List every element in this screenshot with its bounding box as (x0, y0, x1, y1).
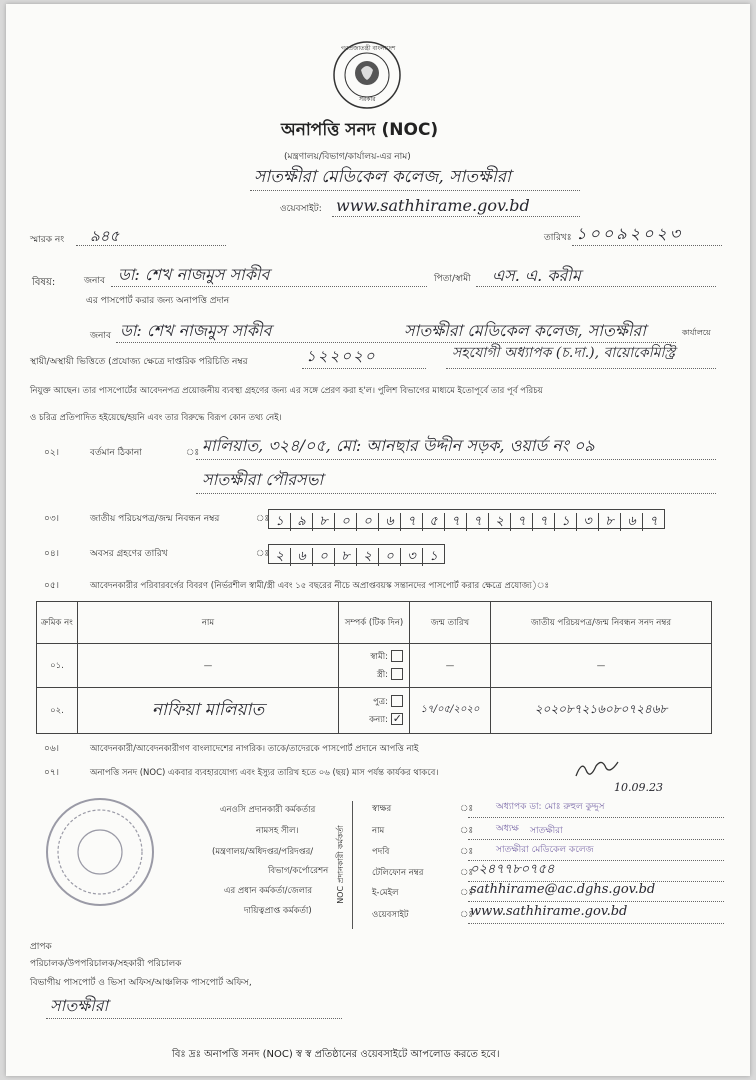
authority-left-line-3: (মন্ত্রণালয়/অধিদপ্তর/পরিদপ্তর/ (212, 847, 314, 857)
row1-nid: — (491, 644, 712, 688)
family-table (36, 601, 712, 734)
row1-check1[interactable] (391, 650, 403, 662)
date-value: ১০০৯২০২৩ (576, 224, 684, 243)
row1-dob: — (410, 644, 491, 688)
address-line2: সাতক্ষীরা পৌরসভা (202, 470, 324, 489)
signature-date: 10.09.23 (614, 781, 663, 794)
body-salutation: জনাব (90, 331, 112, 341)
memo-label: স্মারক নং (30, 235, 65, 245)
row1-rel2: স্ত্রী: (376, 669, 388, 680)
authority-field-value-5: sathhirame@ac.dghs.gov.bd (470, 882, 656, 897)
nid-digit-17: ৬ (621, 513, 643, 531)
retirement-digit-1: ২ (269, 548, 291, 566)
body-id-value: ১২২০২০ (306, 347, 377, 365)
authority-left-line-2: নামসহ সীল। (256, 826, 299, 836)
row2-name: নাফিয়া মালিয়াত (78, 688, 339, 734)
nid-digit-3: ৮ (313, 513, 335, 531)
item-04-label: অবসর গ্রহণের তারিখ (90, 549, 168, 559)
nid-digit-13: ৭ (533, 513, 555, 531)
body-office-suffix: কার্যালয়ে (682, 328, 711, 337)
retirement-date-boxes (268, 544, 445, 564)
subject-name: ডা: শেখ নাজমুস সাকীব (118, 265, 270, 284)
recipient-line2: বিভাগীয় পাসপোর্ট ও ভিসা অফিস/আঞ্চলিক পাসপোর্ট অফিস, (30, 978, 252, 988)
authority-field-label-6: ওয়েবসাইট (372, 910, 409, 920)
subtitle: (মন্ত্রণালয়/বিভাগ/কার্যালয়-এর নাম) (284, 152, 411, 162)
row2-nid: ২০২০৮৭২১৬০৮০৭২৪৬৮ (491, 688, 712, 734)
row2-dob: ১৭/০৫/২০২০ (410, 688, 491, 734)
recipient-city: সাতক্ষীরা (50, 996, 109, 1015)
th-serial: ক্রমিক নং (37, 602, 78, 644)
nid-digit-1: ১ (269, 513, 291, 531)
row1-rel1: স্বামী: (370, 651, 388, 662)
nid-digit-2: ৯ (291, 513, 313, 531)
item-07-num: ০৭। (44, 768, 59, 778)
authority-field-label-3: পদবি (372, 847, 390, 857)
nid-digit-4: ০ (335, 513, 357, 531)
row1-check2[interactable] (391, 668, 403, 680)
retirement-digit-8: ১ (429, 549, 438, 564)
signature-icon (572, 758, 632, 782)
retirement-digit-6: ০ (379, 548, 401, 566)
subject-purpose: এর পাসপোর্ট করার জন্য অনাপত্তি প্রদান (86, 296, 230, 306)
recipient-label: প্রাপক (30, 942, 52, 952)
memo-value: ৯৪৫ (90, 227, 120, 245)
nid-digit-5: ০ (357, 513, 379, 531)
body-id-prefix: স্থায়ী/অস্থায়ী ভিত্তিতে (প্রযোজ্য ক্ষেত্রে দাপ্তরিক পরিচিতি নম্বর (30, 357, 248, 367)
body-line4: ও চরিত্র প্রতিপাদিত হইয়েছে/হয়নি এবং তার বিরুদ্ধে বিরূপ কোন তথ্য নেই। (30, 413, 282, 423)
noc-document: গণপ্রজাতন্ত্রী বাংলাদেশ সরকার অনাপত্তি সনদ (NOC) (মন্ত্রণালয়/বিভাগ/কার্যালয়-এর নাম) সাতক্ষীরা মেডিকেল কলেজ, সাতক্ষীরা ওয়েবসাইট: www.sathhirame.gov.bd স্মারক নং ৯৪৫ তারিখঃ ১০০৯২০২৩ বিষয়: জনাব ডা: শেখ নাজমুস সাকীব পিতা/স্বামী এস. এ. করীম এর পাসপোর্ট করার জন্য অনাপত্তি প্রদান জনাব ডা: শেখ নাজমুস সাকীব সাতক্ষীরা মেডিকেল কলেজ, সাতক্ষীরা কার্যালয়ে স্থায়ী/অস্থায়ী ভিত্তিতে (প্রযোজ্য ক্ষেত্রে দাপ্তরিক পরিচিতি নম্বর ১২২০২০ সহযোগী অধ্যাপক (চ.দা.), বায়োকেমিস্ট্রি নিযুক্ত আছেন। তার পাসপোর্টের আবেদনপত্র প্রয়োজনীয় ব্যবস্থা গ্রহণের জন্য এর সঙ্গে প্রেরণ করা হ'ল। পুলিশ বিভাগের মাধ্যমে ইতোপূর্বে তার পূর্ব পরিচয় ও চরিত্র প্রতিপাদিত হইয়েছে/হয়নি এবং তার বিরুদ্ধে বিরূপ কোন তথ্য নেই। ০২। বর্তমান ঠিকানা ঃ মালিয়াত, ৩২৪/০৫, মো: আনছার উদ্দীন সড়ক, ওয়ার্ড নং ০৯ সাতক্ষীরা পৌরসভা ০৩। জাতীয় পরিচয়পত্র/জন্ম নিবন্ধন নম্বর ঃ ১ ৯ ৮ ০ ০ ৬ ৭ ৫ ৭ ৭ ২ ৭ ৭ ১ ৩ ৮ ৬ ৭ ০৪। অবসর গ্রহণের তারিখ ঃ ২ ৬ ০ ৮ ২ ০ ৩ ১ ০৫। আবেদনকারীর পরিবারবর্গের বিবরণ (নির্ভরশীল স্বামী/স্ত্রী এবং ১৫ বছরের নীচে অপ্রাপ্তবয়স্ক সন্তানদের পাসপোর্ট করার ক্ষেত্রে প্রযোজ্য)ঃ ক্রমিক নং নাম সম্পর্ক (টিক দিন) জন্ম তারিখ জাতীয় পরিচয়পত্র/জন্ম নিবন্ধন সনদ নম্বর ০১. — স্বামী: স্ত্রী: — — ০২. নাফিয়া মালিয়াত পুত্র: কন্যা: ✓ ১৭/০৫/২০২০ ২০২০৮৭২১৬০৮০৭২৪৬৮ ০৬। আবেদনকারী/আবেদনকারীগণ বাংলাদেশের নাগরিক। তাকে/তাদেরকে পাসপোর্ট প্রদানে আপত্তি নাই ০৭। অনাপত্তি সনদ (NOC) একবার ব্যবহারযোগ্য এবং ইস্যুর তারিখ হতে ০৬ (ছয়) মাস পর্যন্ত কার্যকর থাকবে। 10.09.23 এনওসি প্রদানকারী কর্মকর্তার নামসহ সীল। (মন্ত্রণালয়/অধিদপ্তর/পরিদপ্তর/ বিভাগ/কর্পোরেশন এর প্রধান কর্মকর্তা/জেলার দায়িত্বপ্রাপ্ত কর্মকর্তা) NOC প্রদানকারী কর্মকর্তা স্বাক্ষর ঃ অধ্যাপক ডা: মোঃ রুহুল কুদ্দুস নাম ঃ অধ্যক্ষ পদবি ঃ সাতক্ষীরা মেডিকেল কলেজ টেলিফোন নম্বর ঃ ০২৪৭৭৮০৭৫৪ ই-মেইল ঃ sathhirame@ac.dghs.gov.bd ওয়েবসাইট ঃ www.sathhirame.gov.bd সাতক্ষীরা প্রাপক পরিচালক/উপপরিচালক/সহকারী পরিচালক বিভাগীয় পাসপোর্ট ও ভিসা অফিস/আঞ্চলিক পাসপোর্ট অফিস, সাতক্ষীরা বিঃ দ্রঃ অনাপত্তি সনদ (NOC) স্ব স্ব প্রতিষ্ঠানের ওয়েবসাইটে আপলোড করতে হবে। (6, 4, 750, 1076)
nid-digit-15: ৩ (577, 513, 599, 531)
authority-field-colon: ঃ (460, 804, 474, 814)
item-05-num: ০৫। (44, 581, 59, 591)
footer-note: বিঃ দ্রঃ অনাপত্তি সনদ (NOC) স্ব স্ব প্রতিষ্ঠানের ওয়েবসাইটে আপলোড করতে হবে। (172, 1049, 500, 1060)
row2-check1[interactable] (391, 695, 403, 707)
authority-field-value-2: অধ্যক্ষ (496, 824, 519, 834)
nid-digit-18: ৭ (649, 514, 658, 529)
th-name: নাম (78, 602, 339, 644)
authority-field-colon: ঃ (460, 910, 474, 920)
authority-left-line-4: বিভাগ/কর্পোরেশন (268, 866, 329, 876)
body-name: ডা: শেখ নাজমুস সাকীব (120, 321, 272, 340)
retirement-digit-3: ০ (313, 548, 335, 566)
body-line3: নিযুক্ত আছেন। তার পাসপোর্টের আবেদনপত্র প্রয়োজনীয় ব্যবস্থা গ্রহণের জন্য এর সঙ্গে প্রেরণ করা হ'ল। পুলিশ বিভাগের মাধ্যমে ইতোপূর্বে তার পূর্ব পরিচয় (30, 386, 543, 396)
authority-field-label-2: নাম (372, 826, 385, 836)
website-label: ওয়েবসাইট: (280, 204, 322, 214)
page-title: অনাপত্তি সনদ (NOC) (281, 120, 439, 140)
retirement-digit-4: ৮ (335, 548, 357, 566)
item-05-text: আবেদনকারীর পরিবারবর্গের বিবরণ (নির্ভরশীল স্বামী/স্ত্রী এবং ১৫ বছরের নীচে অপ্রাপ্তবয়স্ক সন্তানদের পাসপোর্ট করার ক্ষেত্রে প্রযোজ্য)ঃ (90, 581, 550, 591)
authority-left-line-5: এর প্রধান কর্মকর্তা/জেলার (224, 886, 313, 896)
authority-field-colon: ঃ (460, 847, 474, 857)
office-name: সাতক্ষীরা মেডিকেল কলেজ, সাতক্ষীরা (254, 167, 511, 187)
nid-digit-10: ৭ (467, 513, 489, 531)
item-06-num: ০৬। (44, 744, 59, 754)
item-04-num: ০৪। (44, 549, 59, 559)
authority-field-colon: ঃ (460, 868, 474, 878)
body-designation: সহযোগী অধ্যাপক (চ.দা.), বায়োকেমিস্ট্রি (452, 345, 676, 361)
row2-rel1: পুত্র: (373, 696, 388, 707)
table-row (37, 644, 712, 688)
father-value: এস. এ. করীম (492, 266, 581, 285)
item-03-num: ০৩। (44, 514, 59, 524)
authority-field-colon: ঃ (460, 888, 474, 898)
authority-field-label-1: স্বাক্ষর (372, 804, 392, 814)
authority-field-value-6: www.sathhirame.gov.bd (470, 904, 628, 919)
nid-digit-12: ৭ (511, 513, 533, 531)
father-label: পিতা/স্বামী (434, 274, 471, 284)
nid-digit-11: ২ (489, 513, 511, 531)
row2-serial: ০২. (37, 688, 78, 734)
authority-field-value-1: অধ্যাপক ডা: মোঃ রুহুল কুদ্দুস (496, 802, 605, 812)
item-02-label: বর্তমান ঠিকানা (90, 448, 142, 458)
authority-field-colon: ঃ (460, 826, 474, 836)
nid-digit-14: ১ (555, 513, 577, 531)
authority-field-value-3: সাতক্ষীরা মেডিকেল কলেজ (496, 845, 594, 855)
authority-field-value-4: ০২৪৭৭৮০৭৫৪ (470, 862, 555, 877)
item-02-num: ০২। (44, 448, 59, 458)
nid-digit-9: ৭ (445, 513, 467, 531)
retirement-digit-2: ৬ (291, 548, 313, 566)
official-stamp-icon (44, 796, 156, 908)
row1-serial: ০১. (37, 644, 78, 688)
retirement-digit-5: ২ (357, 548, 379, 566)
row2-rel2: কন্যা: (369, 714, 388, 725)
nid-digit-6: ৬ (379, 513, 401, 531)
item-03-label: জাতীয় পরিচয়পত্র/জন্ম নিবন্ধন নম্বর (90, 514, 220, 524)
address-line1: মালিয়াত, ৩২৪/০৫, মো: আনছার উদ্দীন সড়ক, ওয়ার্ড নং ০৯ (202, 436, 595, 455)
th-nid: জাতীয় পরিচয়পত্র/জন্ম নিবন্ধন সনদ নম্বর (491, 602, 712, 644)
item-07-text: অনাপত্তি সনদ (NOC) একবার ব্যবহারযোগ্য এবং ইস্যুর তারিখ হতে ০৬ (ছয়) মাস পর্যন্ত কার্যকর থাকবে। (90, 768, 439, 778)
nid-digit-8: ৫ (423, 513, 445, 531)
subject-salutation: জনাব (84, 276, 106, 286)
table-row (37, 688, 712, 734)
subject-label: বিষয়: (32, 277, 56, 288)
th-relation: সম্পর্ক (টিক দিন) (339, 602, 410, 644)
seal-bottom-text: সরকার (359, 96, 376, 103)
row2-check2[interactable]: ✓ (392, 712, 402, 725)
th-dob: জন্ম তারিখ (410, 602, 491, 644)
nid-digit-7: ৭ (401, 513, 423, 531)
authority-field-label-4: টেলিফোন নম্বর (372, 868, 424, 878)
nid-number-boxes (268, 509, 665, 529)
nid-digit-16: ৮ (599, 513, 621, 531)
row1-name: — (78, 644, 339, 688)
seal-top-text: গণপ্রজাতন্ত্রী বাংলাদেশ (341, 45, 396, 52)
authority-left-line-6: দায়িত্বপ্রাপ্ত কর্মকর্তা) (244, 906, 312, 916)
date-label: তারিখঃ (544, 233, 572, 243)
website-value: www.sathhirame.gov.bd (336, 196, 530, 215)
authority-field-label-5: ই-মেইল (372, 888, 399, 898)
authority-left-line-1: এনওসি প্রদানকারী কর্মকর্তার (220, 805, 316, 815)
body-office: সাতক্ষীরা মেডিকেল কলেজ, সাতক্ষীরা (404, 321, 646, 340)
stamp-extra: সাতক্ষীরা (530, 826, 563, 836)
recipient-line1: পরিচালক/উপপরিচালক/সহকারী পরিচালক (30, 959, 182, 969)
authority-vertical-label: NOC প্রদানকারী কর্মকর্তা (336, 825, 345, 904)
retirement-digit-7: ৩ (401, 548, 423, 566)
item-06-text: আবেদনকারী/আবেদনকারীগণ বাংলাদেশের নাগরিক। তাকে/তাদেরকে পাসপোর্ট প্রদানে আপত্তি নাই (90, 744, 419, 754)
